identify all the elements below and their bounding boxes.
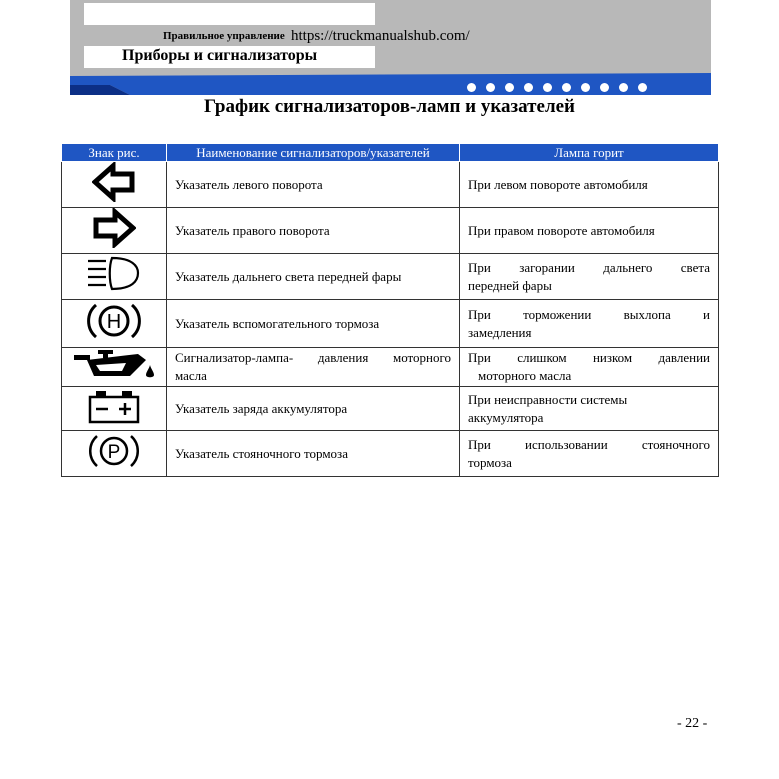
symbol-cell [62, 348, 167, 387]
indicator-name: Указатель левого поворота [167, 162, 460, 208]
indicator-name: Указатель вспомогательного тормоза [167, 300, 460, 348]
right-turn-arrow-icon [92, 208, 136, 248]
header-dots [467, 83, 647, 93]
table-header-row [62, 144, 719, 162]
col-header-lamp: Лампа горит [460, 144, 719, 162]
lamp-condition: При загорании дальнего света передней фары [460, 254, 719, 300]
svg-text:P: P [107, 442, 121, 463]
indicator-name: Указатель правого поворота [167, 208, 460, 254]
exhaust-brake-icon [84, 300, 144, 342]
lamp-condition: При использовании стояночного тормоза [460, 431, 719, 477]
table-row [62, 254, 719, 300]
oil-pressure-icon [72, 349, 156, 381]
lamp-condition: При левом повороте автомобиля [460, 162, 719, 208]
table-row [62, 387, 719, 431]
header-small-label: Правильное управление [163, 30, 285, 42]
header-url-link[interactable]: https://truckmanualshub.com/ [291, 28, 470, 44]
symbol-cell [62, 208, 167, 254]
col-header-name: Наименование сигнализаторов/указателей [167, 144, 460, 162]
lamp-condition: При торможении выхлопа и замедления [460, 300, 719, 348]
left-turn-arrow-icon [92, 162, 136, 202]
table-row [62, 300, 719, 348]
high-beam-icon [84, 254, 144, 294]
symbol-cell [62, 162, 167, 208]
page-number: - 22 - [677, 716, 708, 731]
svg-text:H: H [106, 311, 122, 333]
battery-icon [86, 387, 142, 425]
lamp-condition: При правом повороте автомобиля [460, 208, 719, 254]
symbol-cell [62, 387, 167, 431]
col-header-symbol: Знак рис. [62, 144, 167, 162]
lamp-condition: При неисправности системы аккумулятора [460, 387, 719, 431]
symbol-cell [62, 254, 167, 300]
indicator-name: Указатель дальнего света передней фары [167, 254, 460, 300]
section-title: Приборы и сигнализаторы [122, 47, 318, 64]
table-row [62, 162, 719, 208]
table-row [62, 431, 719, 477]
indicator-name: Сигнализатор-лампа- давления моторного масла [167, 348, 460, 387]
indicator-name: Указатель стояночного тормоза [167, 431, 460, 477]
page-title: График сигнализаторов-ламп и указателей [204, 96, 575, 117]
indicator-name: Указатель заряда аккумулятора [167, 387, 460, 431]
header-box-top [84, 3, 375, 25]
symbol-cell [62, 300, 167, 348]
parking-brake-icon [84, 431, 144, 471]
symbol-cell [62, 431, 167, 477]
lamp-condition: При слишком низком давлении моторного масла [460, 348, 719, 387]
indicator-table [61, 143, 719, 477]
table-row [62, 208, 719, 254]
table-row [62, 348, 719, 387]
